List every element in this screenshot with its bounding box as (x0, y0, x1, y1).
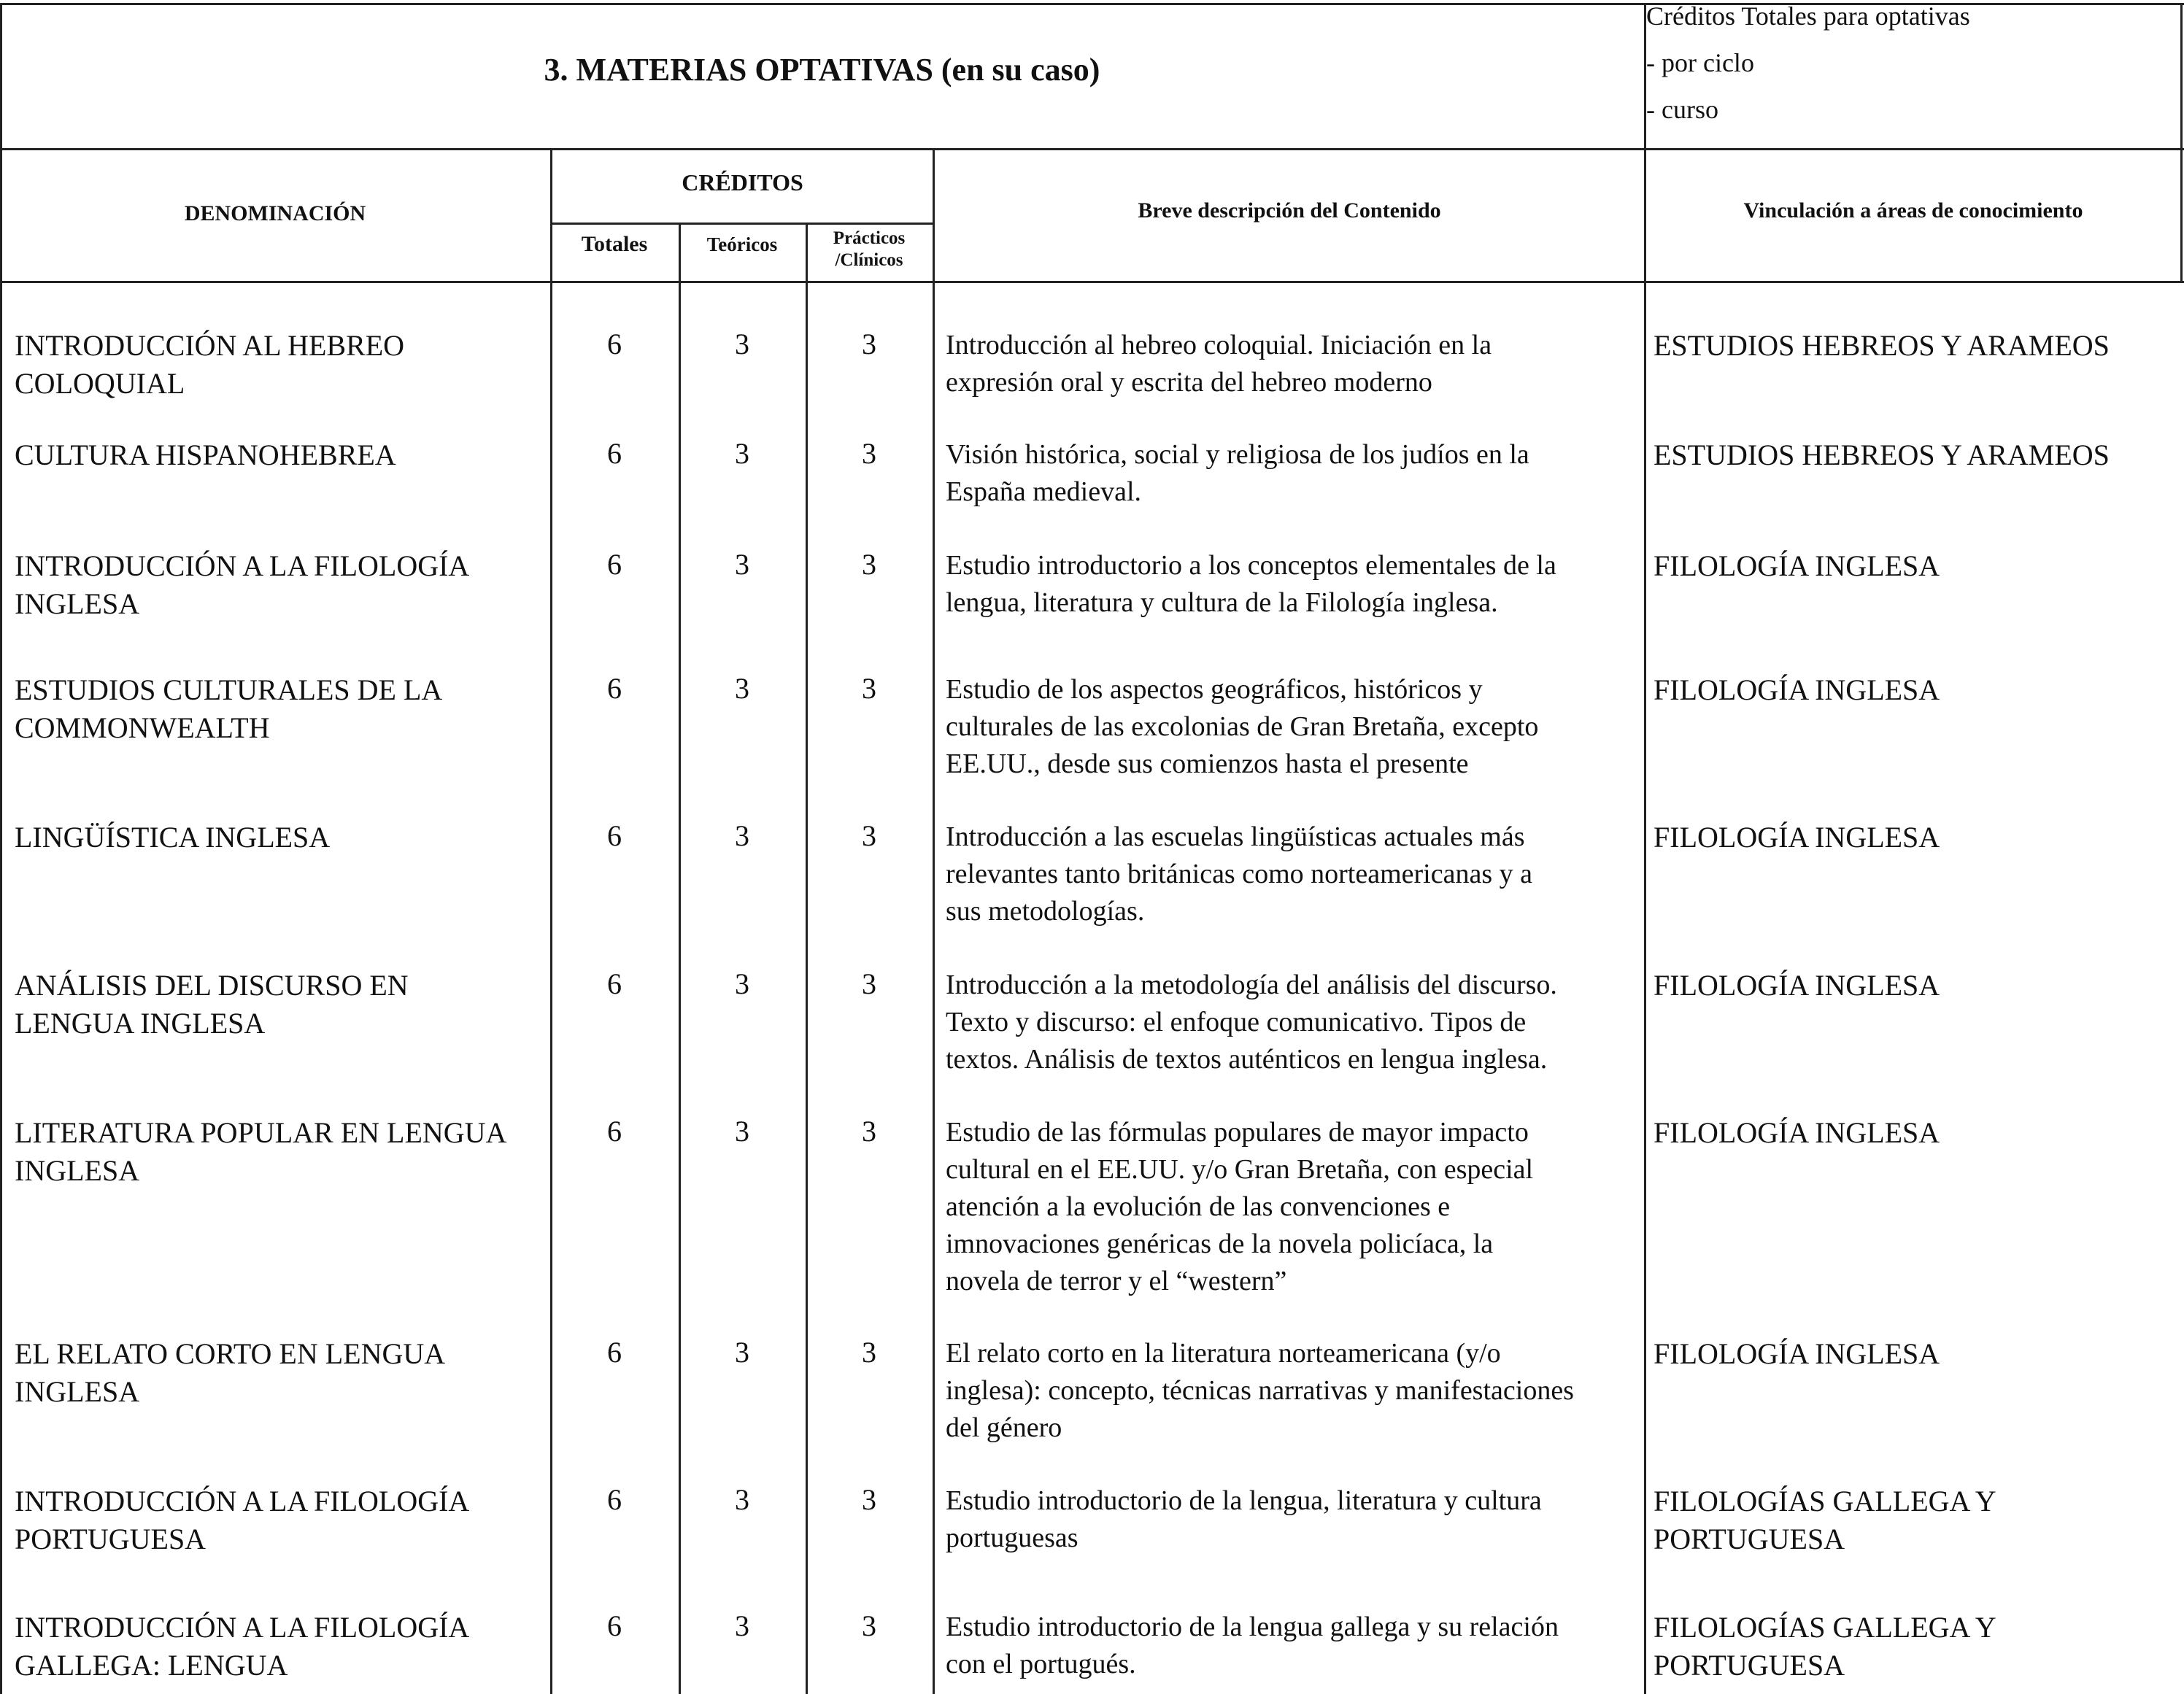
credits-practicos: 3 (862, 672, 876, 705)
knowledge-area (1654, 1482, 2175, 1558)
credits-teoricos: 3 (735, 437, 749, 470)
rule-col-descripcion (933, 148, 935, 1694)
subject-description-line: novela de terror y el “western” (946, 1266, 1287, 1296)
subject-description-line: Texto y discurso: el enfoque comunicativo. Tipos de (946, 1007, 1527, 1037)
rule-col-area (1644, 3, 1646, 1694)
subject-name (15, 1482, 547, 1558)
subject-name-line: LENGUA INGLESA (15, 1007, 266, 1040)
subject-description-line: El relato corto en la literatura norteamericana (y/o (946, 1338, 1501, 1369)
subject-description-line: atención a la evolución de las convenciones e (946, 1191, 1451, 1222)
subject-description-line: Introducción a la metodología del análisis del discurso. (946, 970, 1557, 1000)
credits-practicos: 3 (862, 1115, 876, 1148)
col-header-denominacion: DENOMINACIÓN (184, 201, 366, 225)
subject-name (15, 436, 547, 474)
subject-name (15, 1609, 547, 1685)
col-header-descripcion: Breve descripción del Contenido (1138, 198, 1441, 223)
subject-description-line: España medieval. (946, 476, 1142, 507)
subject-description-line: Estudio introductorio a los conceptos elementales de la (946, 550, 1556, 581)
knowledge-area-line: ESTUDIOS HEBREOS Y ARAMEOS (1654, 438, 2110, 471)
rule-col-creditos (550, 148, 552, 1694)
knowledge-area-line: PORTUGUESA (1654, 1523, 1845, 1555)
subject-description-line: imnovaciones genéricas de la novela policíaca, la (946, 1229, 1494, 1259)
subject-description-line: Visión histórica, social y religiosa de los judíos en la (946, 439, 1529, 470)
credits-info-line: Créditos Totales para optativas (1646, 1, 1970, 31)
subject-description (946, 1114, 1635, 1300)
subject-description (946, 1335, 1635, 1447)
subject-description-line: EE.UU., desde sus comienzos hasta el presente (946, 749, 1469, 779)
credits-totales: 6 (607, 1336, 622, 1369)
credits-practicos: 3 (862, 1336, 876, 1369)
subject-description (946, 671, 1635, 783)
subject-description-line: con el portugués. (946, 1649, 1136, 1679)
subject-name-line: EL RELATO CORTO EN LENGUA (15, 1337, 446, 1370)
rule-right-edge (2180, 3, 2183, 282)
credits-totales: 6 (607, 819, 622, 852)
credits-practicos: 3 (862, 1483, 876, 1516)
col-header-teoricos: Teóricos (706, 233, 778, 255)
subject-name-line: INGLESA (15, 587, 140, 620)
knowledge-area-line: FILOLOGÍA INGLESA (1654, 1337, 1940, 1370)
subject-description (946, 1482, 1635, 1557)
credits-practicos: 3 (862, 328, 876, 360)
subject-name (15, 967, 547, 1043)
rule-creditos-split (550, 223, 933, 225)
subject-description-line: cultural en el EE.UU. y/o Gran Bretaña, con especial (946, 1154, 1534, 1185)
credits-info-box (1646, 0, 1970, 133)
credits-teoricos: 3 (735, 1115, 749, 1148)
subject-description-line: textos. Análisis de textos auténticos en lengua inglesa. (946, 1044, 1548, 1075)
page-title: 3. MATERIAS OPTATIVAS (en su caso) (544, 52, 1100, 88)
subject-name-line: INTRODUCCIÓN A LA FILOLOGÍA (15, 1611, 470, 1644)
credits-totales: 6 (607, 967, 622, 1000)
subject-description-line: culturales de las excolonias de Gran Bretaña, excepto (946, 711, 1539, 742)
subject-description (946, 1609, 1635, 1683)
credits-teoricos: 3 (735, 1483, 749, 1516)
credits-teoricos: 3 (735, 1336, 749, 1369)
credits-teoricos: 3 (735, 328, 749, 360)
subject-description-line: inglesa): concepto, técnicas narrativas y manifestaciones (946, 1375, 1574, 1406)
subject-name (15, 671, 547, 747)
subject-description-line: sus metodologías. (946, 896, 1145, 927)
col-header-creditos: CRÉDITOS (682, 169, 803, 196)
knowledge-area (1654, 819, 2175, 856)
subject-description (946, 547, 1635, 622)
subject-description-line: portuguesas (946, 1523, 1079, 1553)
credits-practicos: 3 (862, 819, 876, 852)
subject-name-line: PORTUGUESA (15, 1523, 207, 1555)
col-header-practicos (806, 228, 933, 271)
subject-name-line: LITERATURA POPULAR EN LENGUA (15, 1116, 507, 1149)
credits-practicos: 3 (862, 1609, 876, 1642)
subject-name-line: CULTURA HISPANOHEBREA (15, 438, 396, 471)
knowledge-area-line: FILOLOGÍA INGLESA (1654, 673, 1940, 706)
knowledge-area (1654, 436, 2175, 474)
subject-name (15, 1114, 547, 1190)
credits-info-line: - curso (1646, 95, 1718, 124)
credits-teoricos: 3 (735, 672, 749, 705)
subject-name-line: ESTUDIOS CULTURALES DE LA (15, 673, 443, 706)
subject-name-line: ANÁLISIS DEL DISCURSO EN (15, 969, 409, 1002)
knowledge-area-line: FILOLOGÍA INGLESA (1654, 1116, 1940, 1149)
credits-totales: 6 (607, 1115, 622, 1148)
knowledge-area-line: FILOLOGÍAS GALLEGA Y (1654, 1485, 1996, 1517)
subject-description-line: Introducción a las escuelas lingüísticas actuales más (946, 821, 1525, 852)
credits-teoricos: 3 (735, 1609, 749, 1642)
subject-description-line: lengua, literatura y cultura de la Filología inglesa. (946, 587, 1498, 618)
subject-name-line: INGLESA (15, 1154, 140, 1187)
subject-description-line: Estudio introductorio de la lengua, literatura y cultura (946, 1485, 1542, 1516)
col-header-totales: Totales (581, 232, 648, 256)
credits-totales: 6 (607, 437, 622, 470)
subject-description-line: Estudio de los aspectos geográficos, históricos y (946, 674, 1483, 705)
subject-name-line: LINGÜÍSTICA INGLESA (15, 821, 331, 854)
knowledge-area-line: FILOLOGÍA INGLESA (1654, 821, 1940, 854)
subject-description (946, 327, 1635, 401)
knowledge-area-line: FILOLOGÍAS GALLEGA Y (1654, 1611, 1996, 1644)
credits-practicos: 3 (862, 437, 876, 470)
credits-totales: 6 (607, 548, 622, 581)
knowledge-area (1654, 967, 2175, 1005)
knowledge-area-line: FILOLOGÍA INGLESA (1654, 549, 1940, 582)
credits-teoricos: 3 (735, 548, 749, 581)
subject-description (946, 819, 1635, 930)
subject-name (15, 819, 547, 856)
subject-description (946, 967, 1635, 1078)
subject-description (946, 436, 1635, 511)
subject-description-line: expresión oral y escrita del hebreo moderno (946, 367, 1432, 398)
credits-info-line: - por ciclo (1646, 48, 1754, 77)
subject-name-line: INTRODUCCIÓN AL HEBREO (15, 329, 405, 362)
credits-teoricos: 3 (735, 967, 749, 1000)
subject-name-line: INTRODUCCIÓN A LA FILOLOGÍA (15, 1485, 470, 1517)
credits-practicos: 3 (862, 967, 876, 1000)
knowledge-area (1654, 1114, 2175, 1152)
subject-description-line: Estudio introductorio de la lengua gallega y su relación (946, 1612, 1559, 1642)
col-header-vinculacion: Vinculación a áreas de conocimiento (1743, 198, 2083, 223)
subject-name-line: INGLESA (15, 1375, 140, 1408)
subject-description-line: Estudio de las fórmulas populares de mayor impacto (946, 1117, 1529, 1148)
rule-header-bottom (0, 148, 2184, 150)
subject-name (15, 547, 547, 623)
subject-name (15, 1335, 547, 1411)
knowledge-area (1654, 1609, 2175, 1685)
knowledge-area (1654, 1335, 2175, 1373)
subject-name-line: GALLEGA: LENGUA (15, 1649, 288, 1682)
knowledge-area-line: ESTUDIOS HEBREOS Y ARAMEOS (1654, 329, 2110, 362)
credits-totales: 6 (607, 672, 622, 705)
subject-name-line: COMMONWEALTH (15, 711, 270, 744)
col-header-practicos-line: Prácticos (833, 228, 906, 248)
credits-teoricos: 3 (735, 819, 749, 852)
subject-description-line: Introducción al hebreo coloquial. Iniciación en la (946, 330, 1492, 360)
credits-totales: 6 (607, 1483, 622, 1516)
subject-description-line: del género (946, 1412, 1062, 1443)
knowledge-area-line: FILOLOGÍA INGLESA (1654, 969, 1940, 1002)
subject-description-line: relevantes tanto británicas como norteamericanas y a (946, 859, 1532, 889)
rule-left-edge (0, 3, 2, 1694)
rule-colheader-bottom (0, 281, 2184, 283)
credits-totales: 6 (607, 1609, 622, 1642)
col-header-practicos-line: /Clínicos (835, 250, 903, 270)
subject-name (15, 327, 547, 403)
knowledge-area (1654, 671, 2175, 709)
credits-practicos: 3 (862, 548, 876, 581)
subject-name-line: INTRODUCCIÓN A LA FILOLOGÍA (15, 549, 470, 582)
knowledge-area-line: PORTUGUESA (1654, 1649, 1845, 1682)
credits-totales: 6 (607, 328, 622, 360)
knowledge-area (1654, 547, 2175, 585)
knowledge-area (1654, 327, 2175, 365)
subject-name-line: COLOQUIAL (15, 367, 185, 400)
